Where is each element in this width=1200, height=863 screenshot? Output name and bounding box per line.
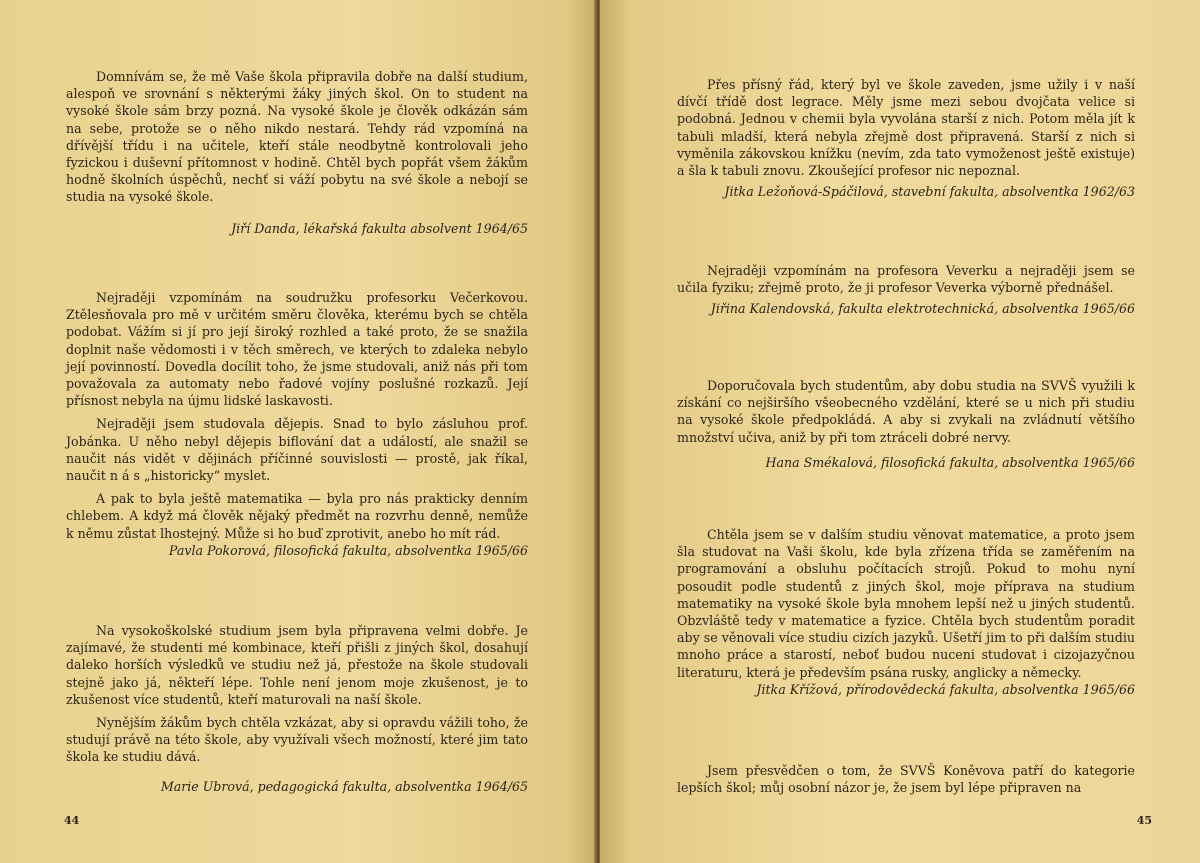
entry-paragraph: Jsem přesvědčen o tom, že SVVŠ Koněvova patří do kategorie lepších škol; můj osobní názor je, že jsem byl lépe připraven na: [677, 763, 1135, 796]
entry-pokorova: [66, 289, 528, 559]
entry-paragraph: Nynějším žákům bych chtěla vzkázat, aby si opravdu vážili toho, že studují právě na této škole, aby využívali všech možností, které jim tato škola ke studiu dává.: [66, 715, 528, 765]
entry-paragraph: Doporučovala bych studentům, aby dobu studia na SVVŠ využili k získání co nejširšího všeobecného vzdělání, které se u nich při studiu na vysoké škole předpokládá. A aby si zvykali na zvládnutí většího množství učiva, aniž by při tom ztráceli dobré nervy.: [677, 378, 1135, 445]
entry-signature: Jiří Danda, lékařská fakulta absolvent 1964/65: [231, 220, 528, 236]
entry-signature: Hana Smékalová, filosofická fakulta, absolventka 1965/66: [765, 454, 1135, 470]
entry-lezonova: [677, 76, 1135, 200]
entry-signature: Jitka Ležoňová-Spáčilová, stavební fakulta, absolventka 1962/63: [724, 184, 1135, 200]
entry-krizova: [677, 526, 1135, 698]
page-number: 44: [64, 814, 80, 827]
entry-continuing: [677, 762, 1135, 796]
entry-smekalova: [677, 377, 1135, 471]
right-page: [600, 0, 1200, 863]
entry-paragraph: Nejraději jsem studovala dějepis. Snad to bylo zásluhou prof. Jobánka. U něho nebyl dějepis biflování dat a událostí, ale snažil se naučit nás vidět v dějinách příčinné souvislosti — prostě, jak říkal, naučit n á s „historicky“ myslet.: [66, 416, 528, 484]
entry-paragraph: Domnívám se, že mě Vaše škola připravila dobře na další studium, alespoň ve srovnání s některými žáky jiných škol. On to student na vysoké škole sám brzy pozná. Na vysoké škole je člověk odkázán sám na sebe, protože se o něho nikdo nestará. Tehdy rád vzpomíná na dřívější třídu i na učitele, kteří stále neodbytně kontrolovali jeho fyzickou i duševní přítomnost v hodině. Chtěl bych popřát všem žákům hodně školních úspěchů, nechť si váží pobytu na své škole a nebojí se studia na vysoké škole.: [66, 69, 528, 205]
entry-signature: Jitka Křížová, přírodovědecká fakulta, absolventka 1965/66: [756, 681, 1135, 697]
entry-kalendovska: [677, 262, 1135, 318]
entry-paragraph: Přes přísný řád, který byl ve škole zaveden, jsme užily i v naší dívčí třídě dost legrace. Měly jsme mezi sebou dvojčata velice si podobná. Jednou v chemii byla vyvolána starší z nich. Potom měla jít k tabuli mladší, která nebyla zřejmě dost připravená. Starší z nich si vyměnila zákovskou knížku (nevím, zda tato vymoženost ještě existuje) a šla k tabuli znovu. Zkoušející profesor nic nepoznal.: [677, 77, 1135, 179]
entry-paragraph: Nejraději vzpomínám na soudružku profesorku Večerkovou. Ztělesňovala pro mě v určitém směru člověka, kterému bych se chtěla podobat. Vážím si jí pro její široký rozhled a také proto, že se snažila doplnit naše vědomosti i v těch směrech, ve kterých to zdaleka nebylo její povinností. Dovedla docílit toho, že jsme studovali, aniž nás při tom považovala za automaty nebo řadové vojíny poslušné rozkazů. Její přísnost nebyla na újmu lidské laskavosti.: [66, 290, 528, 409]
entry-ubrova: [66, 622, 528, 795]
entry-signature: Pavla Pokorová, filosofická fakulta, absolventka 1965/66: [168, 542, 528, 558]
entry-signature: Marie Ubrová, pedagogická fakulta, absolventka 1964/65: [160, 778, 528, 794]
entry-paragraph: Nejraději vzpomínám na profesora Veverku a nejraději jsem se učila fyziku; zřejmě proto, že ji profesor Veverka výborně přednášel.: [677, 263, 1135, 296]
entry-paragraph: Chtěla jsem se v dalším studiu věnovat matematice, a proto jsem šla studovat na Vaši školu, kde byla zřízena třída se zaměřením na programování a obsluhu počítacích strojů. Pokud to mohu nyní posoudit podle studentů z jiných škol, moje příprava na studium matematiky na vysoké škole byla mnohem lepší než u jiných studentů. Obzvláště tedy v matematice a fyzice. Chtěla bych studentům poradit aby se věnovali více studiu cizích jazyků. Ušetří jim to při dalším studiu mnoho práce a starostí, neboť budou nuceni studovat i cizojazyčnou literaturu, která je především psána rusky, anglicky a německy.: [677, 527, 1135, 680]
page-number: 45: [1136, 814, 1152, 827]
entry-paragraph: Na vysokoškolské studium jsem byla připravena velmi dobře. Je zajímavé, že studenti mé kombinace, kteří přišli z jiných škol, dosahují daleko horších výsledků ve studiu než já, přestože na škole studovali stejně jako já, někteří lépe. Tohle není jenom moje zkušenost, je to zkušenost více studentů, kteří maturovali na naší škole.: [66, 623, 528, 707]
entry-signature: Jiřina Kalendovská, fakulta elektrotechnická, absolventka 1965/66: [710, 301, 1135, 317]
left-page: [0, 0, 596, 863]
entry-danda: [66, 68, 528, 237]
entry-paragraph: A pak to byla ještě matematika — byla pro nás prakticky denním chlebem. A když má člověk nějaký předmět na rozvrhu denně, nemůže k němu zůstat lhostejný. Může si ho buď zprotivit, anebo ho mít rád.: [66, 491, 528, 541]
